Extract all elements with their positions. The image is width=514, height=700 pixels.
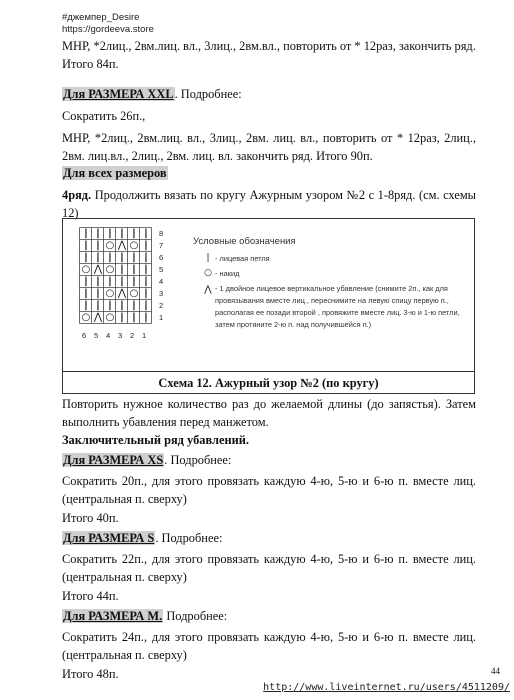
knit-stitch-icon: | (144, 264, 148, 275)
knit-stitch-icon: | (206, 253, 210, 263)
chart-row-number: 2 (159, 301, 164, 310)
section-heading-xs-more: . Подробнее: (164, 453, 232, 467)
yarn-over-icon: ○ (129, 288, 139, 299)
section-heading-all-sizes-label: Для всех размеров (63, 166, 167, 180)
double-decrease-icon: ⋀ (204, 285, 212, 295)
figure-caption: Схема 12. Ажурный узор №2 (по кругу) (63, 371, 474, 394)
section-heading-xxl-label: Для РАЗМЕРА XXL (63, 87, 174, 101)
paragraph-repeat: Повторить нужное количество раз до желаемой длины (до запястья). Затем выполнить убавления перед манжетом. (62, 397, 476, 429)
section-heading-all-sizes (62, 164, 168, 182)
section-heading-xs-label: Для РАЗМЕРА XS (63, 453, 164, 467)
chart-row-number: 8 (159, 229, 164, 238)
paragraph-m: Сократить 24п., для этого провязать каждую 4-ю, 5-ю и 6-ю п. вместе лиц. (центральная п. сверху) (62, 630, 476, 662)
knit-stitch-icon: | (84, 228, 88, 239)
knit-stitch-icon: | (132, 276, 136, 287)
knit-stitch-icon: | (132, 228, 136, 239)
figure-box (62, 218, 475, 394)
knit-stitch-icon: | (108, 276, 112, 287)
knit-stitch-icon: | (120, 252, 124, 263)
knit-stitch-icon: | (144, 228, 148, 239)
knit-stitch-icon: | (96, 300, 100, 311)
paragraph-reduce-26: Сократить 26п., (62, 109, 146, 123)
section-heading-m-label: Для РАЗМЕРА М. (63, 609, 163, 623)
paragraph-row-4 (62, 186, 476, 222)
yarn-over-icon: ○ (129, 240, 139, 251)
chart-column-number: 6 (82, 331, 87, 340)
yarn-over-icon: ○ (105, 312, 115, 323)
paragraph-s: Сократить 22п., для этого провязать каждую 4-ю, 5-ю и 6-ю п. вместе лиц. (центральная п. сверху) (62, 552, 476, 584)
row-4-label: 4ряд. (62, 188, 92, 202)
knit-stitch-icon: | (144, 240, 148, 251)
paragraph-top-continuation: МНР, *2лиц., 2вм.лиц. вл., 3лиц., 2вм.вл., повторить от * 12раз, закончить ряд. (62, 39, 476, 53)
chart-row-number: 3 (159, 289, 164, 298)
chart-column-number: 1 (142, 331, 147, 340)
chart-row-number: 1 (159, 313, 164, 322)
double-decrease-icon: ⋀ (93, 264, 103, 275)
knit-stitch-icon: | (96, 288, 100, 299)
section-heading-m-more: Подробнее: (163, 609, 228, 623)
watermark-url: https://gordeeva.store (62, 24, 154, 35)
knit-stitch-icon: | (132, 300, 136, 311)
knit-stitch-icon: | (84, 240, 88, 251)
knit-stitch-icon: | (108, 252, 112, 263)
double-decrease-icon: ⋀ (117, 288, 127, 299)
knit-stitch-icon: | (132, 312, 136, 323)
chart-row-number: 5 (159, 265, 164, 274)
paragraph-total-44: Итого 44п. (62, 589, 119, 603)
paragraph-total-84: Итого 84п. (62, 57, 119, 71)
page-number: 44 (491, 666, 500, 676)
chart-column-number: 5 (94, 331, 99, 340)
yarn-over-icon: ○ (105, 264, 115, 275)
yarn-over-icon: ○ (81, 264, 91, 275)
knit-stitch-icon: | (108, 300, 112, 311)
section-heading-s (62, 529, 222, 547)
knit-stitch-icon: | (96, 252, 100, 263)
knit-stitch-icon: | (120, 312, 124, 323)
section-heading-m (62, 607, 227, 625)
yarn-over-icon: ○ (81, 312, 91, 323)
chart-row-number: 6 (159, 253, 164, 262)
double-decrease-icon: ⋀ (93, 312, 103, 323)
knit-stitch-icon: | (96, 276, 100, 287)
knit-stitch-icon: | (120, 276, 124, 287)
knit-stitch-icon: | (144, 312, 148, 323)
footer-url-link[interactable]: http://www.liveinternet.ru/users/4511209/ (263, 682, 510, 693)
knit-stitch-icon: | (144, 300, 148, 311)
knit-stitch-icon: | (84, 252, 88, 263)
knit-stitch-icon: | (144, 288, 148, 299)
section-heading-s-label: Для РАЗМЕРА S (63, 531, 155, 545)
row-4-text: Продолжить вязать по кругу Ажурным узором №2 с 1-8ряд. (см. схемы 12) (62, 188, 476, 220)
section-heading-s-more: . Подробнее: (155, 531, 223, 545)
yarn-over-icon: ○ (105, 288, 115, 299)
section-heading-xxl (62, 85, 242, 103)
watermark-hashtag: #джемпер_Desire (62, 12, 140, 23)
knit-stitch-icon: | (132, 264, 136, 275)
knit-stitch-icon: | (120, 264, 124, 275)
knit-stitch-icon: | (84, 276, 88, 287)
knit-stitch-icon: | (144, 276, 148, 287)
chart-column-number: 3 (118, 331, 123, 340)
legend-dec-text: - 1 двойное лицевое вертикальное убавление (снимите 2п., как для провязывания вместе лиц., переснимите на левую спицу первую п., располагая ее позади второй , провяжите вместе лиц. 3-ю и 1-ю петли, затем протяните 2-ю п. над получившейся п.) (215, 284, 460, 329)
legend-title: Условные обозначения (193, 236, 296, 247)
paragraph-total-40: Итого 40п. (62, 511, 119, 525)
chart-row-number: 4 (159, 277, 164, 286)
knit-stitch-icon: | (108, 228, 112, 239)
knit-stitch-icon: | (132, 252, 136, 263)
knit-stitch-icon: | (120, 228, 124, 239)
double-decrease-icon: ⋀ (117, 240, 127, 251)
knit-stitch-icon: | (84, 288, 88, 299)
section-heading-xs (62, 451, 231, 469)
chart-column-number: 2 (130, 331, 135, 340)
legend-knit-text: - лицевая петля (215, 254, 270, 263)
knit-stitch-icon: | (96, 228, 100, 239)
chart-column-number: 4 (106, 331, 111, 340)
knit-stitch-icon: | (120, 300, 124, 311)
chart-row-number: 7 (159, 241, 164, 250)
yarn-over-icon: ○ (204, 268, 212, 278)
section-heading-xxl-more: . Подробнее: (174, 87, 242, 101)
knit-stitch-icon: | (84, 300, 88, 311)
knit-stitch-icon: | (144, 252, 148, 263)
yarn-over-icon: ○ (105, 240, 115, 251)
knit-stitch-icon: | (96, 240, 100, 251)
paragraph-total-48: Итого 48п. (62, 667, 119, 681)
heading-final-decrease-row: Заключительный ряд убавлений. (62, 433, 249, 447)
paragraph-xxl-body: МНР, *2лиц., 2вм.лиц. вл., 3лиц., 2вм. лиц. вл., повторить от * 12раз, 2лиц., 2вм. лиц.вл., 2лиц., 2вм. лиц. вл. закончить ряд. Итого 90п. (62, 131, 476, 163)
legend-yo-text: - накид (215, 269, 240, 278)
paragraph-xs: Сократить 20п., для этого провязать каждую 4-ю, 5-ю и 6-ю п. вместе лиц. (центральная п. сверху) (62, 474, 476, 506)
